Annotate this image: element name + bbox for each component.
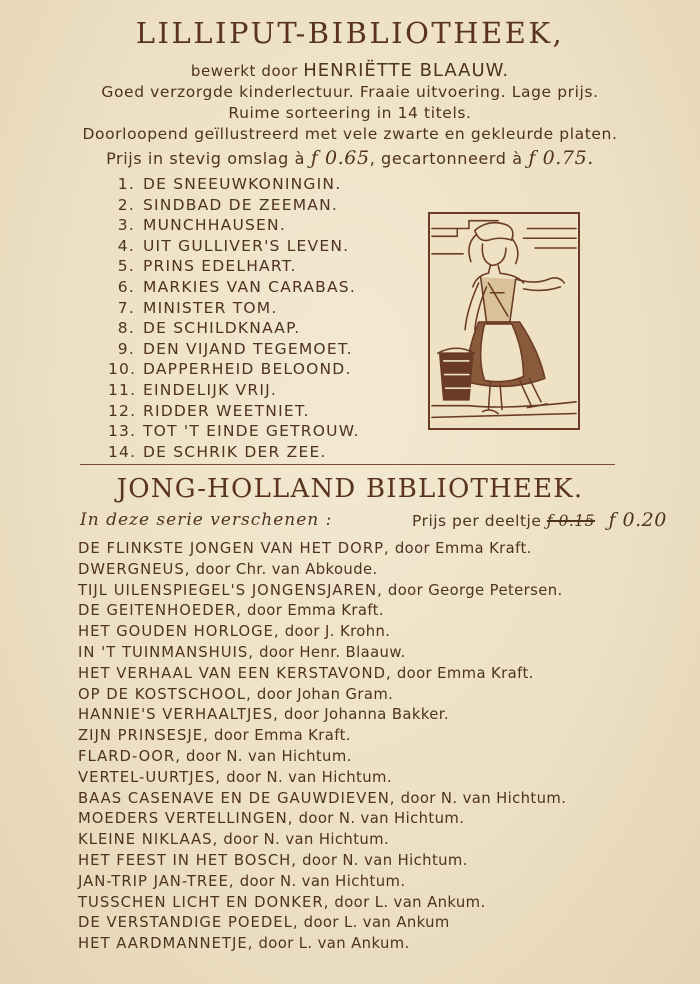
title-number: 12.: [108, 401, 137, 420]
lilliput-title-item: [108, 216, 360, 237]
title-text: EINDELIJK VRIJ.: [143, 380, 278, 399]
lilliput-title-item: [108, 340, 360, 361]
book-item: [78, 852, 566, 873]
girl-with-basket-icon: [430, 214, 578, 428]
title-text: DEN VIJAND TEGEMOET.: [143, 339, 353, 358]
book-author: door N. van Hichtum.: [239, 872, 406, 890]
book-title: BAAS CASENAVE EN DE GAUWDIEVEN,: [78, 789, 396, 807]
lilliput-title-item: [108, 237, 360, 258]
title-text: MINISTER TOM.: [143, 298, 278, 317]
lilliput-title-item: [108, 402, 360, 423]
title-number: 1.: [117, 175, 135, 193]
lilliput-title-item: [108, 319, 360, 340]
book-item: [78, 540, 566, 561]
lilliput-author-line: [0, 60, 700, 81]
section-divider: [80, 464, 615, 465]
book-title: HET FEEST IN HET BOSCH,: [78, 851, 298, 869]
title-text: TOT 'T EINDE GETROUW.: [143, 422, 360, 441]
book-item: [78, 810, 566, 831]
book-title: TIJL UILENSPIEGEL'S JONGENSJAREN,: [78, 581, 383, 599]
book-title: HET GOUDEN HORLOGE,: [78, 623, 280, 641]
book-author: door N. van Hichtum.: [223, 831, 390, 849]
lilliput-title-item: [108, 360, 360, 381]
lilliput-title-list: [108, 175, 360, 463]
title-number: 8.: [117, 319, 135, 338]
title-text: DE SCHILDKNAAP.: [143, 319, 301, 338]
book-item: [78, 831, 566, 852]
book-author: door Johanna Bakker.: [283, 706, 450, 724]
book-title: HET VERHAAL VAN EEN KERSTAVOND,: [78, 664, 392, 682]
book-title: DE FLINKSTE JONGEN VAN HET DORP,: [78, 540, 390, 557]
book-author: door N. van Hichtum.: [186, 747, 352, 765]
lilliput-description-1: Goed verzorgde kinderlectuur. Fraaie uitvoering. Lage prijs.: [101, 83, 599, 101]
book-title: VERTEL-UURTJES,: [78, 768, 222, 786]
girl-illustration: [428, 212, 580, 430]
lilliput-title-item: [108, 278, 360, 299]
book-item: [78, 686, 566, 707]
title-text: SINDBAD DE ZEEMAN.: [143, 195, 338, 214]
book-title: MOEDERS VERTELLINGEN,: [78, 810, 294, 828]
book-item: [78, 602, 566, 623]
lilliput-title-item: [108, 257, 360, 278]
book-author: door Henr. Blaauw.: [259, 643, 406, 661]
book-item: [78, 873, 566, 894]
title-text: MARKIES VAN CARABAS.: [143, 277, 356, 296]
title-number: 4.: [117, 236, 135, 255]
book-title: DE VERSTANDIGE POEDEL,: [78, 914, 299, 932]
book-author: door Emma Kraft.: [247, 602, 384, 620]
price-value-1: ƒ 0.65: [310, 147, 370, 169]
book-author: door Chr. van Abkoude.: [195, 560, 378, 578]
author-name: HENRIËTTE BLAAUW.: [303, 60, 510, 81]
lilliput-title-item: [108, 443, 360, 464]
title-text: DE SCHRIK DER ZEE.: [143, 442, 327, 461]
old-price: ƒ 0.15: [546, 512, 595, 530]
book-author: door N. van Hichtum.: [400, 789, 567, 807]
book-title: OP DE KOSTSCHOOL,: [78, 685, 252, 703]
jong-holland-book-list: [78, 540, 566, 956]
book-item: [78, 894, 566, 915]
new-price: ƒ 0.20: [608, 509, 667, 531]
title-number: 6.: [117, 277, 135, 296]
book-title: HANNIE'S VERHAALTJES,: [78, 706, 279, 724]
price-value-2: ƒ 0.75.: [528, 147, 594, 169]
book-title: KLEINE NIKLAAS,: [78, 831, 219, 849]
book-title: DE GEITENHOEDER,: [78, 602, 242, 620]
title-number: 13.: [108, 422, 137, 441]
lilliput-description-2: Ruime sorteering in 14 titels.: [228, 104, 472, 122]
book-title: ZIJN PRINSESJE,: [78, 727, 209, 745]
book-item: [78, 914, 566, 935]
lilliput-title-item: [108, 381, 360, 402]
book-item: [78, 706, 566, 727]
book-item: [78, 665, 566, 686]
title-number: 11.: [108, 380, 137, 399]
book-author: door N. van Hichtum.: [226, 768, 392, 786]
book-item: [78, 623, 566, 644]
lilliput-title-item: [108, 422, 360, 443]
series-note: In deze serie verschenen :: [80, 510, 333, 530]
book-item: [78, 935, 566, 956]
price-text-2: , gecartonneerd à: [369, 149, 523, 168]
title-text: DE SNEEUWKONINGIN.: [143, 175, 342, 193]
book-item: [78, 769, 566, 790]
jong-holland-title: JONG-HOLLAND BIBLIOTHEEK.: [116, 474, 584, 504]
title-text: RIDDER WEETNIET.: [143, 401, 310, 420]
book-item: [78, 727, 566, 748]
lilliput-description-3: Doorloopend geïllustreerd met vele zwarte en gekleurde platen.: [82, 125, 618, 143]
title-number: 3.: [117, 216, 135, 235]
book-author: door Johan Gram.: [256, 685, 394, 703]
book-author: door George Petersen.: [387, 581, 563, 599]
book-title: FLARD-OOR,: [78, 747, 181, 765]
book-author: door Emma Kraft.: [394, 540, 532, 557]
book-item: [78, 561, 566, 582]
title-number: 9.: [117, 339, 135, 358]
title-text: DAPPERHEID BELOOND.: [143, 360, 352, 379]
book-author: door L. van Ankum.: [334, 893, 486, 911]
book-author: door N. van Hichtum.: [298, 810, 465, 828]
book-title: HET AARDMANNETJE,: [78, 935, 254, 953]
lilliput-price-line: [0, 147, 700, 169]
title-number: 10.: [108, 360, 137, 379]
book-author: door L. van Ankum.: [258, 935, 410, 953]
title-number: 5.: [117, 257, 135, 276]
book-title: DWERGNEUS,: [78, 560, 191, 578]
book-item: [78, 748, 566, 769]
title-number: 14.: [108, 442, 137, 461]
title-text: PRINS EDELHART.: [143, 257, 297, 276]
title-text: MUNCHHAUSEN.: [143, 216, 286, 235]
book-author: door Emma Kraft.: [213, 727, 351, 745]
book-author: door L. van Ankum: [303, 914, 450, 932]
book-title: TUSSCHEN LICHT EN DONKER,: [78, 893, 330, 911]
book-item: [78, 644, 566, 665]
title-text: UIT GULLIVER'S LEVEN.: [143, 236, 350, 255]
lilliput-title: LILLIPUT-BIBLIOTHEEK,: [135, 16, 565, 50]
book-item: [78, 790, 566, 811]
price-label: Prijs per deeltje: [412, 512, 542, 530]
lilliput-title-item: [108, 196, 360, 217]
book-author: door N. van Hichtum.: [302, 851, 468, 869]
book-title: IN 'T TUINMANSHUIS,: [78, 643, 255, 661]
book-title: JAN-TRIP JAN-TREE,: [78, 872, 235, 890]
book-item: [78, 582, 566, 603]
title-number: 7.: [117, 298, 135, 317]
book-author: door J. Krohn.: [284, 623, 391, 641]
author-prefix: bewerkt door: [190, 62, 298, 80]
price-text-1: Prijs in stevig omslag à: [106, 149, 306, 168]
lilliput-title-item: [108, 175, 360, 196]
title-number: 2.: [117, 195, 135, 214]
lilliput-title-item: [108, 299, 360, 320]
book-author: door Emma Kraft.: [396, 664, 534, 682]
jong-holland-price: [412, 509, 667, 531]
